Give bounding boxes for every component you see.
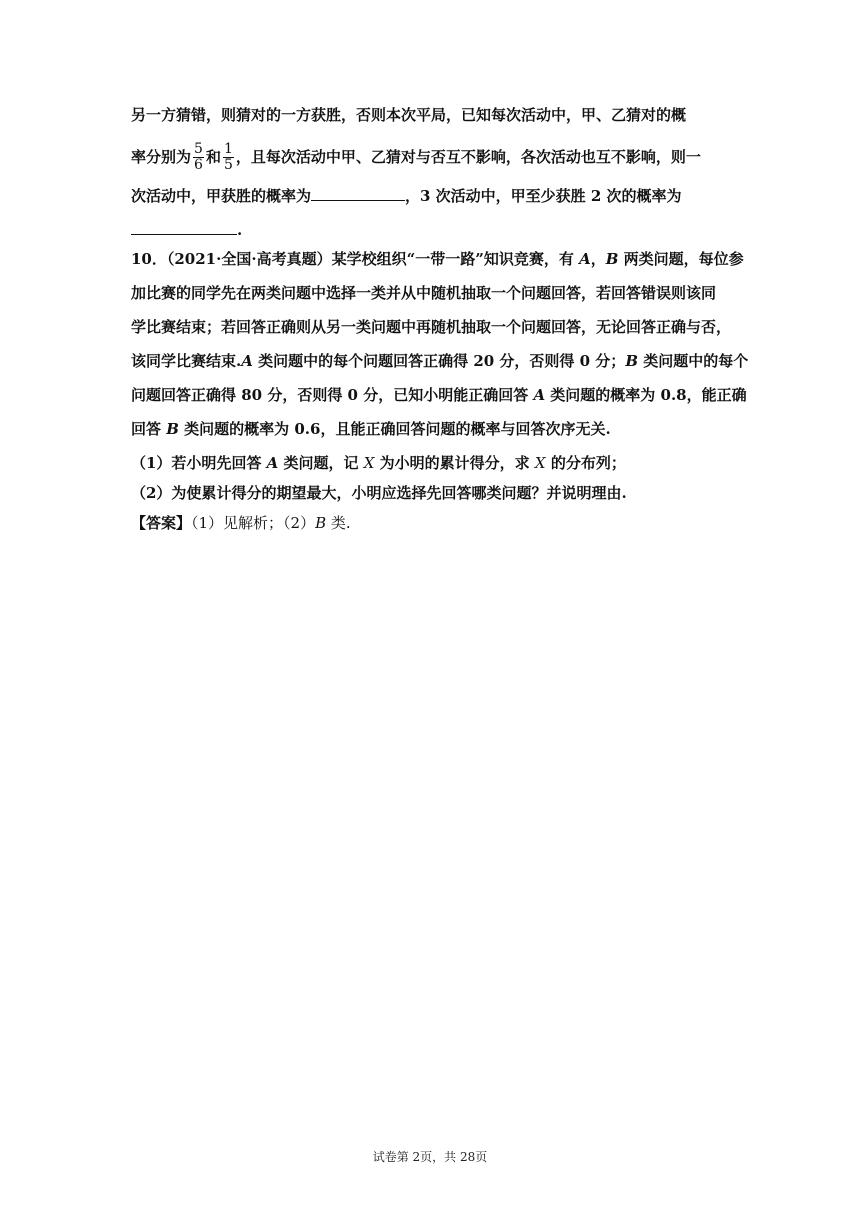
q10-line-1: 10．（2021·全国·高考真题）某学校组织“一带一路”知识竞赛，有 A，B 两类问题，每位参 (131, 250, 744, 268)
q10-line-3: 学比赛结束；若回答正确则从另一类问题中再随机抽取一个问题回答，无论回答正确与否， (131, 318, 732, 336)
page-footer: 试卷第 2页，共 28页 (372, 1150, 488, 1164)
answer: 【答案】（1）见解析；（2）B 类. (131, 514, 351, 532)
question-number: 10． (131, 250, 167, 268)
question-source: （2021·全国·高考真题） (166, 250, 332, 268)
answer-blank-1 (311, 184, 405, 201)
answer-label: 【答案】 (131, 514, 192, 532)
q10-line-4: 该同学比赛结束.A 类问题中的每个问题回答正确得 20 分，否则得 0 分；B 类问题中的每个 (131, 352, 749, 370)
q9-line-3: 次活动中，甲获胜的概率为 ，3 次活动中，甲至少获胜 2 次的概率为 (131, 184, 731, 206)
q9-line-2: 率分别为 $\frac{5}{6}$ 和 $\frac{1}{5}$ ，且每次活动中甲、乙猜对与否互不影响，各次活动也互不影响，则一 (131, 140, 701, 173)
q10-part-2: （2）为使累计得分的期望最大，小明应选择先回答哪类问题？并说明理由. (131, 484, 627, 502)
q10-line-2: 加比赛的同学先在两类问题中选择一类并从中随机抽取一个问题回答，若回答错误则该同 (131, 284, 717, 302)
q10-part-1: （1）若小明先回答 A 类问题，记 X 为小明的累计得分，求 X 的分布列； (131, 454, 626, 472)
q10-line-6: 回答 B 类问题的概率为 0.6，且能正确回答问题的概率与回答次序无关. (131, 420, 611, 438)
q9-line-1: 另一方猜错，则猜对的一方获胜，否则本次平局，已知每次活动中，甲、乙猜对的概 (131, 106, 687, 124)
fraction-5-6: $\frac{5}{6}$ (194, 140, 203, 173)
fraction-1-5: $\frac{1}{5}$ (223, 140, 233, 173)
answer-blank-2 (131, 218, 237, 235)
q10-line-5: 问题回答正确得 80 分，否则得 0 分，已知小明能正确回答 A 类问题的概率为 0.8，能正确 (131, 386, 747, 404)
q9-line-4: . (131, 218, 731, 240)
